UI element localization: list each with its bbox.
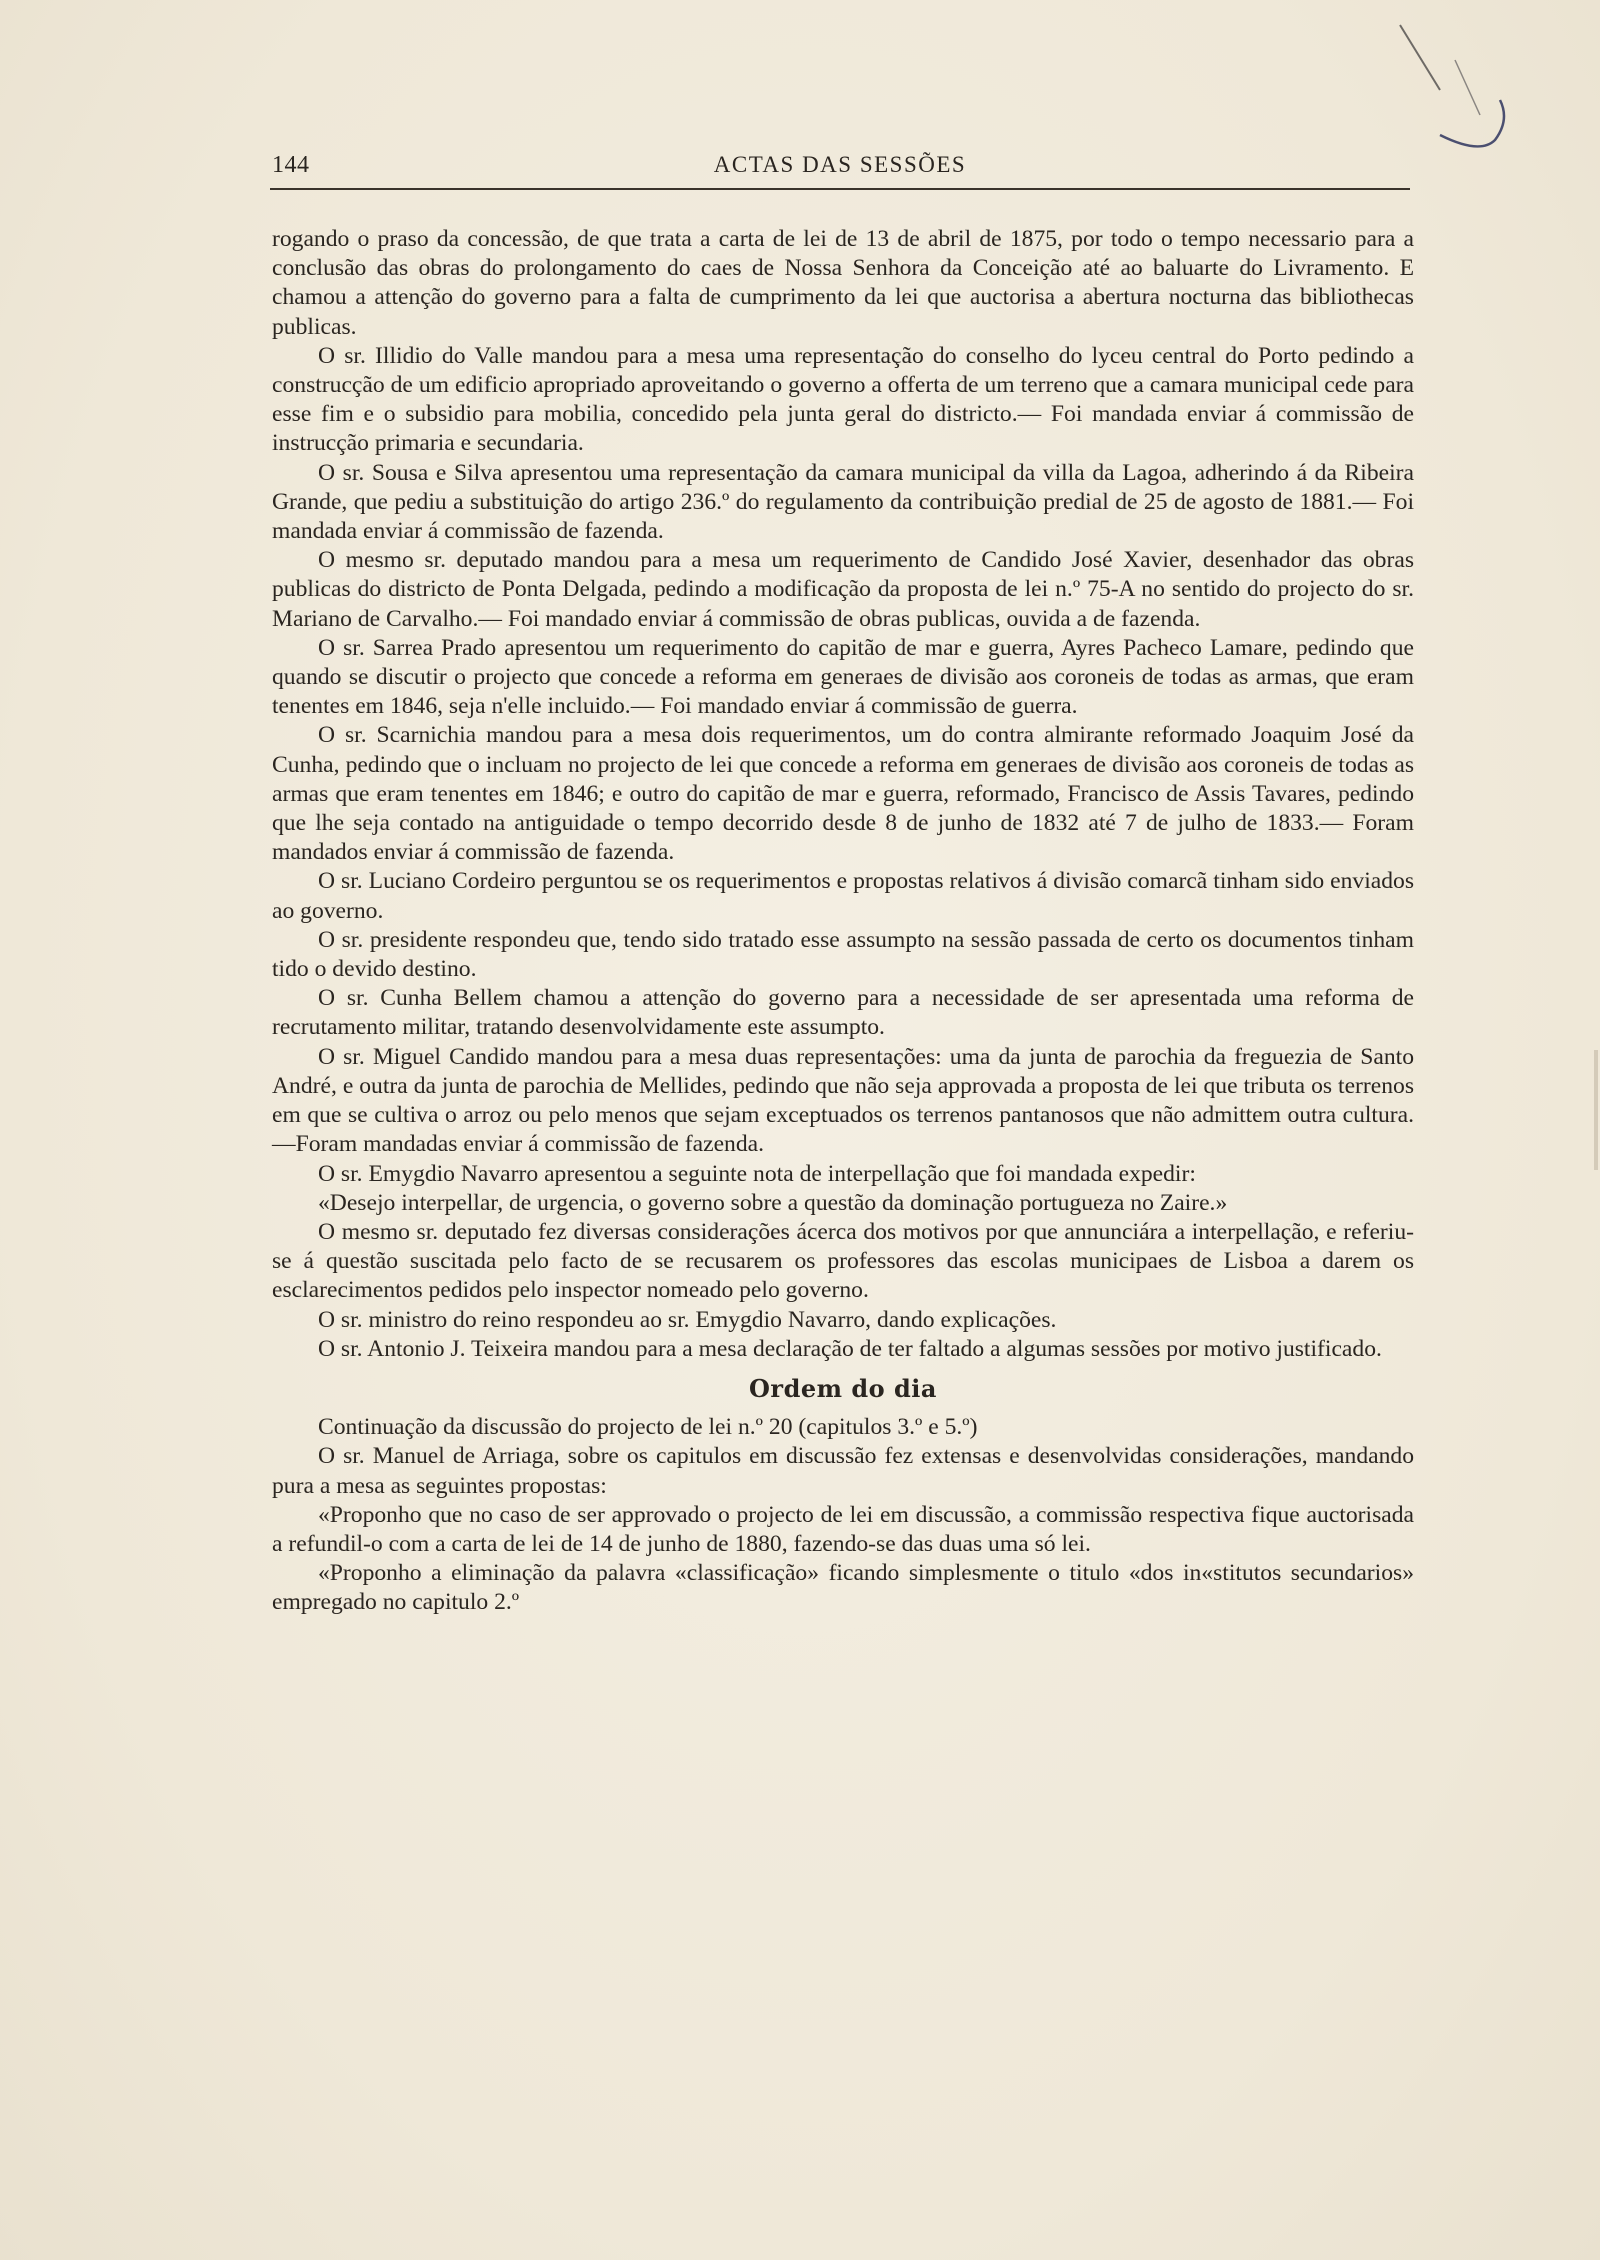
paragraph: O mesmo sr. deputado mandou para a mesa um requerimento de Candido José Xavier, desenhador das obras publicas do districto de Ponta Delgada, pedindo a modificação da proposta de lei n.º 75-A no sentido do projecto do sr. Mariano de Carvalho.— Foi mandado enviar á commissão de obras publicas, ouvida a de fazenda. (272, 547, 1414, 632)
paragraph: O sr. Luciano Cordeiro perguntou se os requerimentos e propostas relativos á divisão comarcã tinham sido enviados ao governo. (272, 868, 1414, 924)
paragraph: Continuação da discussão do projecto de lei n.º 20 (capitulos 3.º e 5.º) (318, 1414, 978, 1441)
body-text (272, 225, 1414, 1618)
paragraph: O sr. Illidio do Valle mandou para a mesa uma representação do conselho do lyceu central do Porto pedindo a construcção de um edificio apropriado aproveitando o governo a offerta de um terreno que a camara municipal cede para esse fim e o subsidio para mobilia, concedido pela junta geral do districto.— Foi mandada enviar á commissão de instrucção primaria e secundaria. (272, 342, 1414, 457)
section-heading: Ordem do dia (749, 1373, 937, 1403)
paragraph: O sr. Sarrea Prado apresentou um requerimento do capitão de mar e guerra, Ayres Pacheco Lamare, pedindo que quando se discutir o projecto que concede a reforma em generaes de divisão aos coroneis de todas as armas, que eram tenentes em 1846, seja n'elle incluido.— Foi mandado enviar á commissão de guerra. (272, 634, 1414, 720)
paragraph: rogando o praso da concessão, de que trata a carta de lei de 13 de abril de 1875, por todo o tempo necessario para a conclusão das obras do prolongamento do caes de Nossa Senhora da Conceição até ao baluarte do Livramento. E chamou a attenção do governo para a falta de cumprimento da lei que auctorisa a abertura nocturna das bibliothecas publicas. (272, 226, 1414, 340)
paragraph: O sr. ministro do reino respondeu ao sr. Emygdio Navarro, dando explicações. (318, 1306, 1057, 1333)
page-edge-mark (1594, 1050, 1598, 1170)
paragraph: O sr. Cunha Bellem chamou a attenção do governo para a necessidade de ser apresentada uma reforma de recrutamento militar, tratando desenvolvidamente este assumpto. (272, 985, 1414, 1041)
paragraph: O sr. presidente respondeu que, tendo sido tratado esse assumpto na sessão passada de certo os documentos tinham tido o devido destino. (272, 926, 1414, 983)
running-title: ACTAS DAS SESSÕES (713, 152, 967, 177)
paragraph: O mesmo sr. deputado fez diversas considerações ácerca dos motivos por que annunciára a interpellação, e referiu-se á questão suscitada pelo facto de se recusarem os professores das escolas municipaes de Lisboa a darem os esclarecimentos pedidos pelo inspector nomeado pelo governo. (272, 1218, 1414, 1304)
paragraph: O sr. Scarnichia mandou para a mesa dois requerimentos, um do contra almirante reformado Joaquim José da Cunha, pedindo que o incluam no projecto de lei que concede a reforma em generaes de divisão aos coroneis de todas as armas que eram tenentes em 1846; e outro do capitão de mar e guerra, reformado, Francisco de Assis Tavares, pedindo que lhe seja contado na antiguidade o tempo decorrido desde 8 de junho de 1832 até 7 de julho de 1833.— Foram mandados enviar á commissão de fazenda. (272, 722, 1414, 866)
page-header (270, 150, 1410, 190)
proposal: «Proponho a eliminação da palavra «classificação» ficando simplesmente o titulo «dos in«stitutos secundarios» empregado no capitulo 2.º (272, 1560, 1414, 1616)
paragraph: O sr. Antonio J. Teixeira mandou para a mesa declaração de ter faltado a algumas sessões por motivo justificado. (318, 1335, 1382, 1362)
paragraph: O sr. Manuel de Arriaga, sobre os capitulos em discussão fez extensas e desenvolvidas considerações, mandando pura a mesa as seguintes propostas: (272, 1443, 1414, 1499)
paragraph: O sr. Sousa e Silva apresentou uma representação da camara municipal da villa da Lagoa, adherindo á da Ribeira Grande, que pediu a substituição do artigo 236.º do regulamento da contribuição predial de 25 de agosto de 1881.— Foi mandada enviar á commissão de fazenda. (272, 459, 1414, 545)
proposal: «Proponho que no caso de ser approvado o projecto de lei em discussão, a commissão respectiva fique auctorisada a refundil-o com a carta de lei de 14 de junho de 1880, fazendo-se das duas uma só lei. (272, 1501, 1414, 1557)
quoted-interpellation: «Desejo interpellar, de urgencia, o governo sobre a questão da dominação portugueza no Zaire.» (318, 1189, 1228, 1216)
page-number: 144 (272, 152, 310, 178)
paragraph: O sr. Miguel Candido mandou para a mesa duas representações: uma da junta de parochia da freguezia de Santo André, e outra da junta de parochia de Mellides, pedindo que não seja approvada a proposta de lei que tributa os terrenos em que se cultiva o arroz ou pelo menos que sejam exceptuados os terrenos pantanosos que não admittem outra cultura.—Foram mandadas enviar á commissão de fazenda. (272, 1043, 1414, 1158)
paragraph: O sr. Emygdio Navarro apresentou a seguinte nota de interpellação que foi mandada expedir: (318, 1160, 1196, 1187)
